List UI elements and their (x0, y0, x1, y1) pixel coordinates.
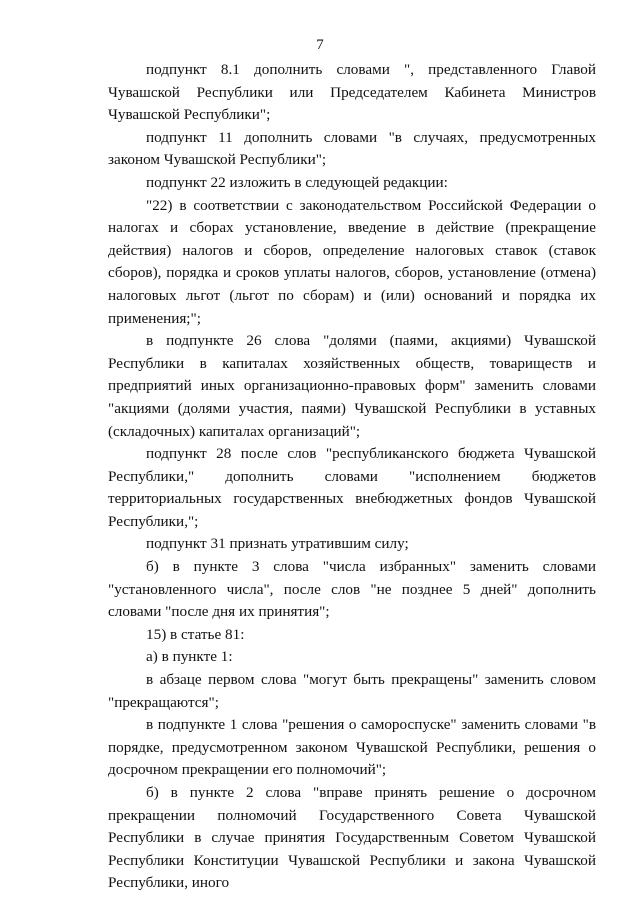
paragraph: подпункт 22 изложить в следующей редакции: (146, 173, 448, 191)
paragraph: подпункт 8.1 дополнить словами ", представленного Главой Чувашской Республики или Председателем Кабинета Министров Чувашской Республики"; (108, 61, 596, 124)
paragraph: в подпункте 1 слова "решения о самороспуске" заменить словами "в порядке, предусмотренном законом Чувашской Республики, решения о досрочном прекращении его полномочий"; (108, 716, 596, 779)
paragraph: 15) в статье 81: (146, 625, 245, 643)
paragraph: б) в пункте 2 слова "вправе принять решение о досрочном прекращении полномочий Государственного Совета Чувашской Республики в случае принятия Государственным Советом Чувашской Республики Конституции Чувашской Республики и закона Чувашской Республики, иного (108, 784, 596, 892)
paragraph: подпункт 31 признать утратившим силу; (146, 535, 409, 553)
paragraph: в подпункте 26 слова "долями (паями, акциями) Чувашской Республики в капиталах хозяйственных обществ, товариществ и предприятий иных организационно-правовых форм" заменить словами "акциями (долями участия, паями) Чувашской Республики в уставных (складочных) капиталах организаций"; (108, 332, 596, 440)
document-body (108, 59, 596, 895)
paragraph: подпункт 11 дополнить словами "в случаях, предусмотренных законом Чувашской Республики"; (108, 128, 596, 169)
paragraph: в абзаце первом слова "могут быть прекращены" заменить словом "прекращаются"; (108, 671, 596, 711)
paragraph: а) в пункте 1: (146, 648, 233, 666)
paragraph: "22) в соответствии с законодательством Российской Федерации о налогах и сборах установление, введение в действие (прекращение действия) налогов и сборов, определение налоговых ставок (ставок сборов), порядка и сроков уплаты налогов, сборов, установление (отмена) налоговых льгот (льгот по сборам) и (или) оснований и порядка их применения;"; (108, 196, 596, 327)
paragraph: подпункт 28 после слов "республиканского бюджета Чувашской Республики," дополнить словами "исполнением бюджетов территориальных государственных внебюджетных фондов Чувашской Республики,"; (108, 445, 596, 530)
paragraph: б) в пункте 3 слова "числа избранных" заменить словами "установленного числа", после слов "не позднее 5 дней" дополнить словами "после дня их принятия"; (108, 558, 596, 621)
page-number: 7 (316, 37, 324, 53)
